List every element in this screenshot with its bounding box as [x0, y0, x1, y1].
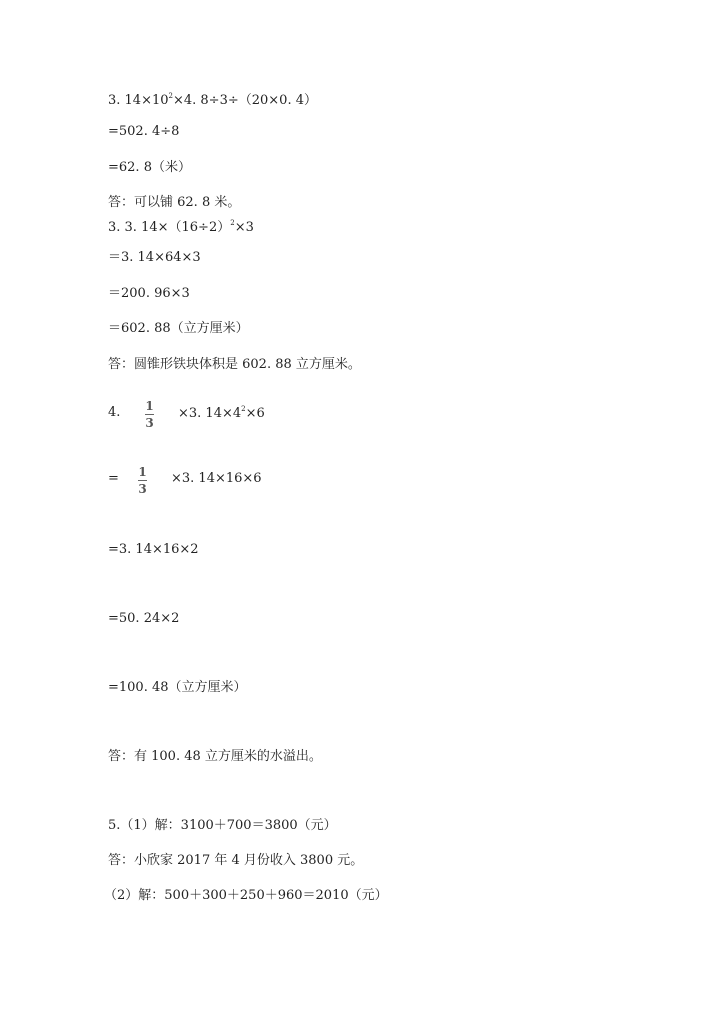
calc-line-1-pre: 3. 14×10	[108, 93, 169, 108]
answer-line-3: 答：有 100. 48 立方厘米的水溢出。	[108, 749, 322, 764]
fraction-bar	[145, 414, 154, 415]
problem-number: 4.	[108, 405, 121, 420]
calc-line-12: =3. 14×16×2	[108, 542, 199, 557]
exponent: 2	[241, 405, 246, 413]
fraction-numerator: 1	[145, 399, 154, 413]
calc-line-10-rest	[178, 405, 265, 421]
calc-line-3: =62. 8（米）	[108, 160, 191, 175]
fraction-bar	[138, 480, 147, 481]
fraction-one-third	[138, 466, 147, 495]
calc-line-5-pre: 3. 3. 14×（16÷2）	[108, 220, 231, 235]
calc-line-6: ＝3. 14×64×3	[108, 250, 201, 265]
calc-line-10-post: ×6	[245, 406, 265, 421]
calc-line-8: ＝602. 88（立方厘米）	[108, 321, 249, 336]
calc-line-1-post: ×4. 8÷3÷（20×0. 4）	[172, 93, 317, 108]
calc-line-18: （2）解：500＋300＋250＋960＝2010（元）	[104, 888, 388, 903]
answer-line-1: 答：可以铺 62. 8 米。	[108, 195, 241, 210]
exponent: 2	[168, 92, 173, 100]
fraction-numerator: 1	[138, 465, 147, 479]
fraction-denominator: 3	[138, 482, 147, 496]
answer-line-4: 答：小欣家 2017 年 4 月份收入 3800 元。	[108, 853, 364, 868]
calc-line-1	[108, 88, 317, 109]
calc-line-13: =50. 24×2	[108, 611, 180, 626]
calc-line-5	[108, 215, 254, 236]
calc-line-2: =502. 4÷8	[108, 124, 180, 139]
calc-line-7: ＝200. 96×3	[108, 286, 190, 301]
fraction-denominator: 3	[145, 416, 154, 430]
calc-line-5-post: ×3	[234, 220, 254, 235]
calc-line-16: 5.（1）解：3100＋700＝3800（元）	[108, 818, 337, 833]
exponent: 2	[230, 219, 235, 227]
calc-line-10-pre: ×3. 14×4	[178, 406, 242, 421]
fraction-one-third	[145, 400, 154, 429]
answer-line-2: 答：圆锥形铁块体积是 602. 88 立方厘米。	[108, 357, 361, 372]
calc-line-11-rest: ×3. 14×16×6	[171, 471, 262, 486]
calc-line-14: =100. 48（立方厘米）	[108, 680, 247, 695]
equals-sign: =	[108, 471, 119, 486]
